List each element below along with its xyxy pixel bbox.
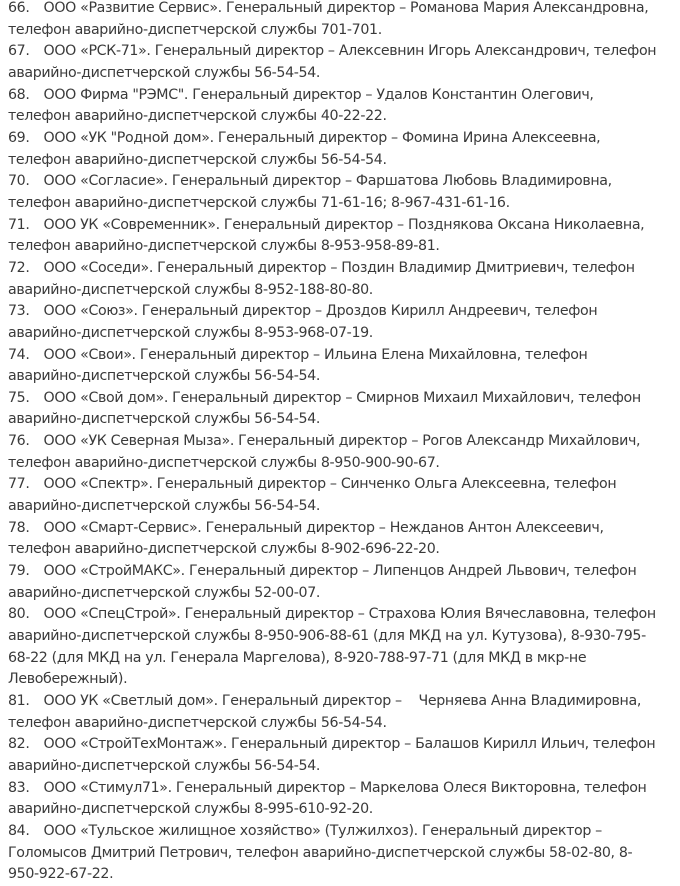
item-first-line bbox=[8, 734, 680, 756]
item-continuation-line bbox=[8, 193, 680, 215]
list-item bbox=[8, 41, 680, 84]
list-item bbox=[8, 561, 680, 604]
item-number: 75. bbox=[8, 389, 30, 406]
item-number: 72. bbox=[8, 259, 30, 276]
item-text: ООО УК «Светлый дом». Генеральный директор – Черняева Анна Владимировна, bbox=[43, 693, 641, 709]
list-item bbox=[8, 778, 680, 821]
item-text: ООО «Развитие Сервис». Генеральный директор – Романова Мария Александровна, bbox=[43, 0, 649, 16]
item-text: ООО «Спектр». Генеральный директор – Синченко Ольга Алексеевна, телефон bbox=[43, 476, 617, 493]
item-text: ООО «СтройМАКС». Генеральный директор – Липенцов Андрей Львович, телефон bbox=[43, 563, 637, 580]
item-text: ООО «СпецСтрой». Генеральный директор – Страхова Юлия Вячеславовна, телефон bbox=[43, 606, 656, 623]
item-text: ООО «Свой дом». Генеральный директор – Смирнов Михаил Михайлович, телефон bbox=[43, 389, 641, 406]
item-text: ООО «СтройТехМонтаж». Генеральный директор – Балашов Кирилл Ильич, телефон bbox=[43, 736, 656, 753]
item-continuation-line bbox=[8, 626, 680, 648]
list-item bbox=[8, 604, 680, 691]
item-continuation-line bbox=[8, 756, 680, 778]
item-continuation-line bbox=[8, 713, 680, 735]
item-number: 69. bbox=[8, 129, 30, 146]
item-number: 77. bbox=[8, 476, 30, 493]
item-text: аварийно-диспетчерской службы 8-995-610-92-20. bbox=[8, 801, 373, 818]
list-item bbox=[8, 215, 680, 258]
item-continuation-line bbox=[8, 106, 680, 128]
item-text: ООО «Смарт-Сервис». Генеральный директор – Нежданов Антон Алексеевич, bbox=[43, 519, 604, 536]
item-number: 78. bbox=[8, 519, 30, 536]
item-first-line bbox=[8, 0, 680, 20]
item-continuation-line bbox=[8, 496, 680, 518]
item-text: аварийно-диспетчерской службы 56-54-54. bbox=[8, 64, 321, 81]
item-first-line bbox=[8, 431, 680, 453]
item-number: 70. bbox=[8, 173, 30, 190]
item-continuation-line bbox=[8, 648, 680, 670]
item-text: аварийно-диспетчерской службы 8-953-968-07-19. bbox=[8, 324, 373, 341]
item-continuation-line bbox=[8, 864, 680, 886]
item-text: аварийно-диспетчерской службы 56-54-54. bbox=[8, 368, 321, 385]
item-text: ООО «Согласие». Генеральный директор – Фаршатова Любовь Владимировна, bbox=[43, 173, 612, 190]
item-text: телефон аварийно-диспетчерской службы 71-61-16; 8-967-431-61-16. bbox=[8, 194, 510, 211]
list-item bbox=[8, 258, 680, 301]
list-item bbox=[8, 388, 680, 431]
item-number: 81. bbox=[8, 693, 30, 709]
item-text: ООО «Соседи». Генеральный директор – Поздин Владимир Дмитриевич, телефон bbox=[43, 259, 635, 276]
item-text: телефон аварийно-диспетчерской службы 701-701. bbox=[8, 21, 382, 38]
item-text: ООО «Тульское жилищное хозяйство» (Тулжилхоз). Генеральный директор – bbox=[43, 822, 602, 839]
item-text: ООО «УК Северная Мыза». Генеральный директор – Рогов Александр Михайлович, bbox=[43, 433, 641, 450]
list-item bbox=[8, 431, 680, 474]
list-item bbox=[8, 345, 680, 388]
item-text: аварийно-диспетчерской службы 8-952-188-80-80. bbox=[8, 281, 373, 298]
item-continuation-line bbox=[8, 236, 680, 258]
list-item bbox=[8, 301, 680, 344]
item-continuation-line bbox=[8, 366, 680, 388]
item-text: телефон аварийно-диспетчерской службы 56-54-54. bbox=[8, 714, 387, 731]
item-text: Голомысов Дмитрий Петрович, телефон аварийно-диспетчерской службы 58-02-80, 8- bbox=[8, 844, 633, 861]
item-continuation-line bbox=[8, 63, 680, 85]
item-first-line bbox=[8, 85, 680, 107]
item-text: ООО «Союз». Генеральный директор – Дроздов Кирилл Андреевич, телефон bbox=[43, 303, 598, 320]
list-item bbox=[8, 85, 680, 128]
item-first-line bbox=[8, 388, 680, 410]
item-text: Левобережный). bbox=[8, 671, 128, 688]
item-number: 80. bbox=[8, 606, 30, 623]
item-first-line bbox=[8, 474, 680, 496]
item-number: 66. bbox=[8, 0, 30, 16]
item-number: 71. bbox=[8, 216, 30, 233]
item-number: 79. bbox=[8, 563, 30, 580]
item-first-line bbox=[8, 604, 680, 626]
item-number: 84. bbox=[8, 822, 30, 839]
item-number: 68. bbox=[8, 86, 30, 103]
item-text: 68-22 (для МКД на ул. Генерала Маргелова), 8-920-788-97-71 (для МКД в мкр-не bbox=[8, 649, 587, 666]
item-text: ООО «УК "Родной дом». Генеральный директор – Фомина Ирина Алексеевна, bbox=[43, 129, 601, 146]
item-continuation-line bbox=[8, 843, 680, 865]
item-number: 73. bbox=[8, 303, 30, 320]
item-continuation-line bbox=[8, 669, 680, 691]
item-first-line bbox=[8, 171, 680, 193]
item-number: 74. bbox=[8, 346, 30, 363]
list-item bbox=[8, 171, 680, 214]
list-item bbox=[8, 821, 680, 886]
item-first-line bbox=[8, 258, 680, 280]
item-text: телефон аварийно-диспетчерской службы 8-950-900-90-67. bbox=[8, 454, 440, 471]
item-text: телефон аварийно-диспетчерской службы 56-54-54. bbox=[8, 151, 387, 168]
item-text: ООО «Свои». Генеральный директор – Ильина Елена Михайловна, телефон bbox=[43, 346, 588, 363]
item-text: телефон аварийно-диспетчерской службы 40-22-22. bbox=[8, 108, 387, 125]
item-number: 76. bbox=[8, 433, 30, 450]
item-continuation-line bbox=[8, 20, 680, 42]
item-first-line bbox=[8, 345, 680, 367]
list-item bbox=[8, 691, 680, 734]
item-text: аварийно-диспетчерской службы 8-950-906-88-61 (для МКД на ул. Кутузова), 8-930-795- bbox=[8, 628, 646, 645]
item-first-line bbox=[8, 778, 680, 800]
item-first-line bbox=[8, 518, 680, 540]
item-continuation-line bbox=[8, 799, 680, 821]
list-item bbox=[8, 518, 680, 561]
item-text: телефон аварийно-диспетчерской службы 8-953-958-89-81. bbox=[8, 238, 440, 255]
item-first-line bbox=[8, 821, 680, 843]
item-text: ООО «Стимул71». Генеральный директор – Маркелова Олеся Викторовна, телефон bbox=[43, 779, 647, 796]
item-continuation-line bbox=[8, 453, 680, 475]
item-text: телефон аварийно-диспетчерской службы 8-902-696-22-20. bbox=[8, 541, 440, 558]
item-number: 83. bbox=[8, 779, 30, 796]
list-item bbox=[8, 128, 680, 171]
item-continuation-line bbox=[8, 280, 680, 302]
list-item bbox=[8, 0, 680, 41]
item-text: аварийно-диспетчерской службы 56-54-54. bbox=[8, 411, 321, 428]
item-first-line bbox=[8, 691, 680, 713]
item-first-line bbox=[8, 41, 680, 63]
organization-list bbox=[8, 0, 680, 886]
item-text: ООО Фирма "РЭМС". Генеральный директор – Удалов Константин Олегович, bbox=[43, 86, 594, 103]
item-number: 67. bbox=[8, 43, 30, 60]
item-continuation-line bbox=[8, 583, 680, 605]
item-continuation-line bbox=[8, 539, 680, 561]
item-first-line bbox=[8, 301, 680, 323]
item-text: ООО «РСК-71». Генеральный директор – Алексевнин Игорь Александрович, телефон bbox=[43, 43, 657, 60]
item-text: аварийно-диспетчерской службы 56-54-54. bbox=[8, 757, 321, 774]
item-first-line bbox=[8, 215, 680, 237]
item-text: аварийно-диспетчерской службы 56-54-54. bbox=[8, 498, 321, 515]
item-continuation-line bbox=[8, 150, 680, 172]
item-text: 950-922-67-22. bbox=[8, 866, 114, 883]
item-number: 82. bbox=[8, 736, 30, 753]
list-item bbox=[8, 474, 680, 517]
item-first-line bbox=[8, 561, 680, 583]
item-text: ООО УК «Современник». Генеральный директор – Позднякова Оксана Николаевна, bbox=[43, 216, 645, 233]
item-continuation-line bbox=[8, 409, 680, 431]
list-item bbox=[8, 734, 680, 777]
item-text: аварийно-диспетчерской службы 52-00-07. bbox=[8, 584, 321, 601]
item-first-line bbox=[8, 128, 680, 150]
item-continuation-line bbox=[8, 323, 680, 345]
